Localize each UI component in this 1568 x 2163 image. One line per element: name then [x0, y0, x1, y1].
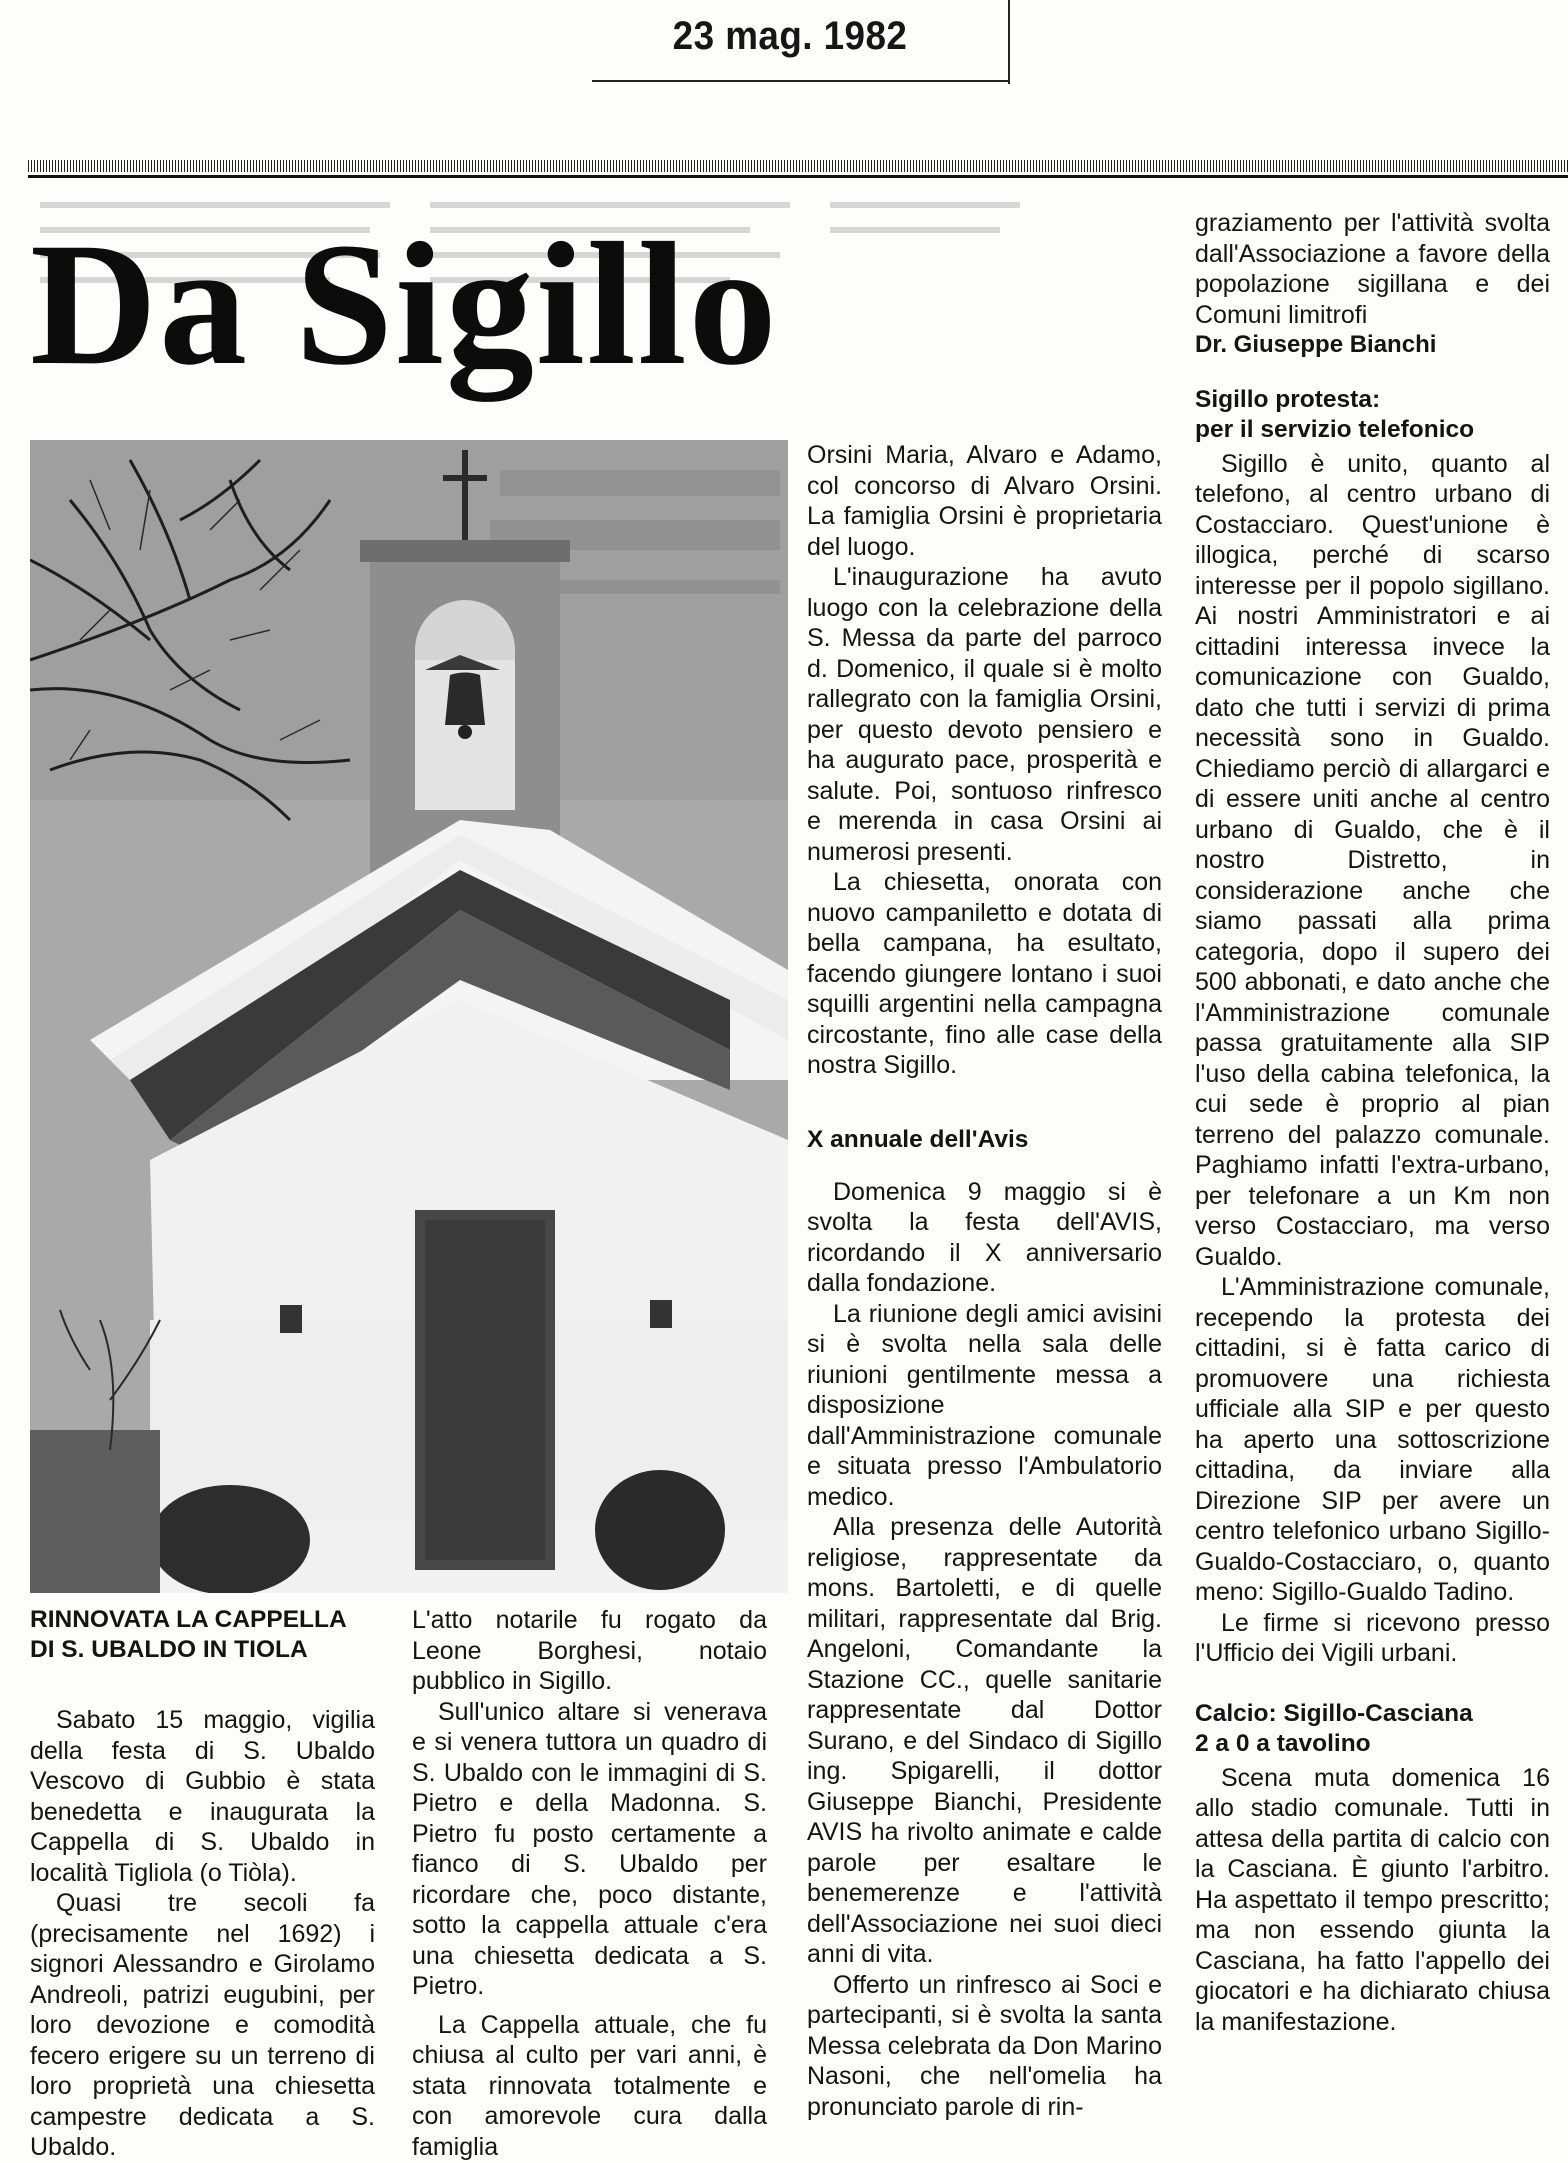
paragraph: Alla presenza delle Autorità religiose, rappresentate da mons. Bartoletti, e di quelle militari, rappresentate dal Brig. Angeloni, Comandante la Stazione CC., quelle sanitarie rappresentate dal Dottor Surano, e del Sindaco di Sigillo ing. Spigarelli, il dottor Giuseppe Bianchi, Presidente AVIS ha rivolto animate e calde parole per esaltare le benemerenze e l'attività dell'Associazione nei suoi dieci anni di vita.	[807, 1513, 1162, 1968]
masthead-title: Da Sigillo	[30, 207, 779, 402]
signature: Dr. Giuseppe Bianchi	[1195, 331, 1437, 358]
chapel-photo	[30, 440, 788, 1593]
paragraph: graziamento per l'attività svolta dall'Associazione a favore della popolazione sigillana e dei Comuni limitrofi	[1195, 209, 1550, 329]
paragraph: Orsini Maria, Alvaro e Adamo, col concorso di Alvaro Orsini. La famiglia Orsini è proprietaria del luogo.	[807, 441, 1162, 561]
phone-headline-line1: Sigillo protesta:	[1195, 385, 1381, 413]
paragraph: Offerto un rinfresco ai Soci e partecipanti, si è svolta la santa Messa celebrata da Don Marino Nasoni, che nell'omelia ha pronunciato parole di rin-	[807, 1970, 1162, 2121]
article-col4	[1195, 208, 1550, 2037]
paragraph: Sull'unico altare si venerava e si venera tuttora un quadro di S. Ubaldo con le immagini di S. Pietro e della Madonna. S. Pietro fu posto certamente a fianco di S. Ubaldo per ricordare che, poco distante, sotto la cappella attuale c'era una chiesetta dedicata a S. Pietro.	[412, 1697, 767, 2000]
paragraph: Le firme si ricevono presso l'Ufficio dei Vigili urbani.	[1195, 1608, 1550, 1667]
date-underline	[592, 80, 1010, 82]
paragraph: L'Amministrazione comunale, recependo la protesta dei cittadini, si è fatta carico di promuovere una richiesta ufficiale alla SIP e per questo ha aperto una sottoscrizione cittadina, da inviare alla Direzione SIP per avere un centro telefonico urbano Sigillo-Gualdo-Costacciaro, o, quanto meno: Sigillo-Gualdo Tadino.	[1195, 1273, 1550, 1606]
top-rule-line	[28, 175, 1568, 178]
paragraph: Scena muta domenica 16 allo stadio comunale. Tutti in attesa della partita di calcio con la Casciana. È giunto l'arbitro. Ha aspettato il tempo prescritto; ma non essendo giunta la Casciana, ha fatto l'appello dei giocatori e ha dichiarato chiusa la manifestazione.	[1195, 1763, 1550, 2036]
paragraph: L'atto notarile fu rogato da Leone Borghesi, notaio pubblico in Sigillo.	[412, 1606, 767, 1695]
phone-headline-line2: per il servizio telefonico	[1195, 415, 1475, 443]
paragraph: L'inaugurazione ha avuto luogo con la celebrazione della S. Messa da parte del parroco d. Domenico, il quale si è molto rallegrato con la famiglia Orsini, per questo devoto pensiero e ha augurato pace, prosperità e salute. Poi, sontuoso rinfresco e merenda in casa Orsini ai numerosi presenti.	[807, 563, 1162, 866]
paragraph: Domenica 9 maggio si è svolta la festa dell'AVIS, ricordando il X anniversario dalla fondazione.	[807, 1177, 1162, 1297]
article-col3	[807, 440, 1162, 2122]
paragraph: Sabato 15 maggio, vigilia della festa di S. Ubaldo Vescovo di Gubbio è stata benedetta e inaugurata la Cappella di S. Ubaldo in località Tigliola (o Tiòla).	[30, 1706, 375, 1887]
date-divider	[1008, 0, 1010, 84]
clipping-date: 23 mag. 1982	[672, 14, 908, 58]
avis-headline: X annuale dell'Avis	[807, 1125, 1029, 1153]
article-headline-line2: DI S. UBALDO IN TIOLA	[30, 1636, 308, 1663]
paragraph: Quasi tre secoli fa (precisamente nel 1692) i signori Alessandro e Girolamo Andreoli, patrizi eugubini, per loro devozione e comodità fecero erigere su un terreno di loro proprietà una chiesetta campestre dedicata a S. Ubaldo.	[30, 1889, 375, 2161]
top-rule	[28, 160, 1568, 172]
paragraph: La riunione degli amici avisini si è svolta nella sala delle riunioni gentilmente messa a disposizione dall'Amministrazione comunale e situata presso l'Ambulatorio medico.	[807, 1299, 1162, 1511]
football-headline-line2: 2 a 0 a tavolino	[1195, 1729, 1371, 1757]
football-headline-line1: Calcio: Sigillo-Casciana	[1195, 1699, 1473, 1727]
article-headline-line1: RINNOVATA LA CAPPELLA	[30, 1606, 347, 1633]
article-chapel-col2	[412, 1605, 767, 2162]
paragraph: Sigillo è unito, quanto al telefono, al centro urbano di Costacciaro. Quest'unione è illogica, perché di scarso interesse per il popolo sigillano. Ai nostri Amministratori e ai cittadini interessa invece la comunicazione con Gualdo, dato che tutti i servizi di prima necessità sono in Gualdo. Chiediamo perciò di allargarci e di essere uniti anche al centro urbano di Gualdo, che è il nostro Distretto, in considerazione anche che siamo passati alla prima categoria, dopo il supero dei 500 abbonati, e dato anche che l'Amministrazione comunale passa gratuitamente alla SIP l'uso della cabina telefonica, la cui sede è proprio al pian terreno del palazzo comunale. Paghiamo infatti l'extra-urbano, per telefonare a un Km non verso Costacciaro, ma verso Gualdo.	[1195, 449, 1550, 1271]
paragraph: La chiesetta, onorata con nuovo campaniletto e dotata di bella campana, ha esultato, facendo giungere lontano i suoi squilli argentini nella campagna circostante, fino alle case della nostra Sigillo.	[807, 868, 1162, 1079]
article-chapel-col1	[30, 1605, 375, 2163]
paragraph: La Cappella attuale, che fu chiusa al culto per vari anni, è stata rinnovata totalmente e con amorevole cura dalla famiglia	[412, 2010, 767, 2161]
